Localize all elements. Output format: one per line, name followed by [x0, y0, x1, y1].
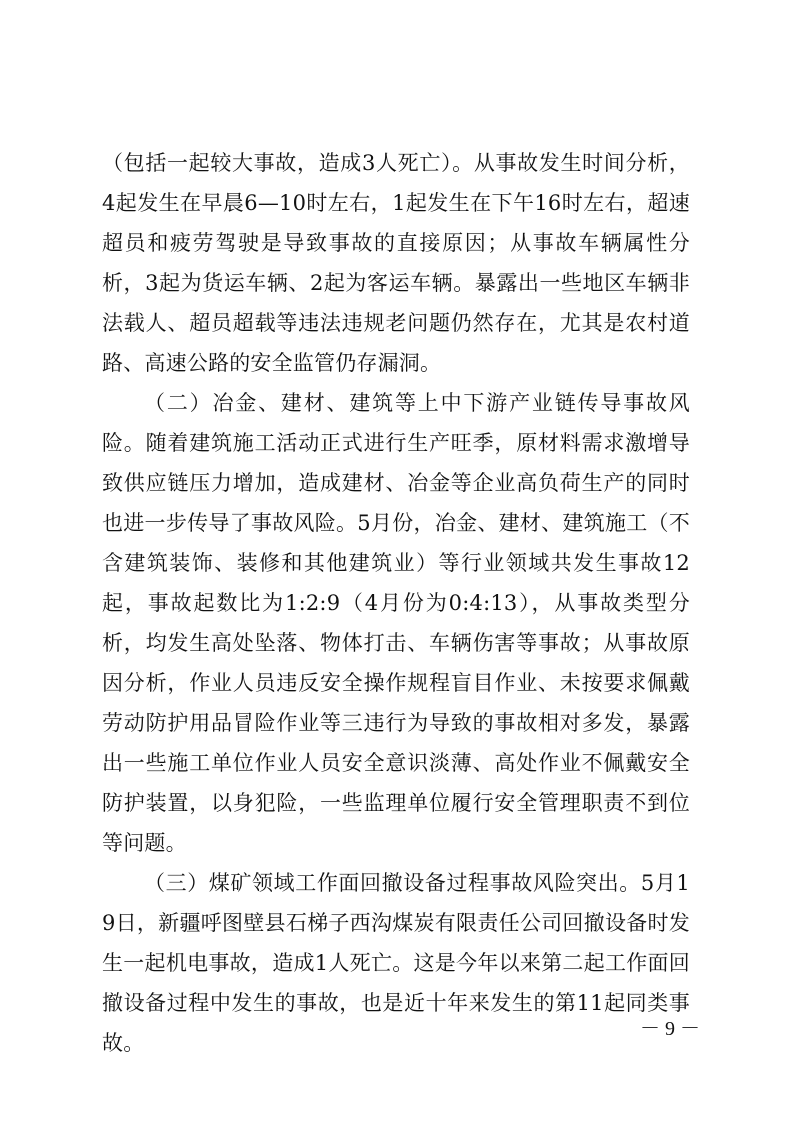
- page-number: － 9 －: [640, 1018, 700, 1040]
- paragraph-coal-mine-risk: （三）煤矿领域工作面回撤设备过程事故风险突出。5月19日，新疆呼图壁县石梯子西沟煤炭有限责任公司回撤设备时发生一起机电事故，造成1人死亡。这是今年以来第二起工作面回撤设备过程中发生的事故，也是近十年来发生的第11起同类事故。: [102, 871, 690, 1055]
- paragraph-metallurgy-construction-risk: （二）冶金、建材、建筑等上中下游产业链传导事故风险。随着建筑施工活动正式进行生产旺季，原材料需求激增导致供应链压力增加，造成建材、冶金等企业高负荷生产的同时也进一步传导了事故风险。5月份，冶金、建材、建筑施工（不含建筑装饰、装修和其他建筑业）等行业领域共发生事故12起，事故起数比为1:2:9（4月份为0:4:13），从事故类型分析，均发生高处坠落、物体打击、车辆伤害等事故；从事故原因分析，作业人员违反安全操作规程盲目作业、未按要求佩戴劳动防护用品冒险作业等三违行为导致的事故相对多发，暴露出一些施工单位作业人员安全意识淡薄、高处作业不佩戴安全防护装置，以身犯险，一些监理单位履行安全管理职责不到位等问题。: [102, 391, 690, 855]
- document-body: [102, 143, 690, 1063]
- paragraph-road-traffic-analysis: （包括一起较大事故，造成3人死亡）。从事故发生时间分析，4起发生在早晨6—10时左右，1起发生在下午16时左右，超速超员和疲劳驾驶是导致事故的直接原因；从事故车辆属性分析，3起为货运车辆、2起为客运车辆。暴露出一些地区车辆非法载人、超员超载等违法违规老问题仍然存在，尤其是农村道路、高速公路的安全监管仍存漏洞。: [102, 151, 690, 375]
